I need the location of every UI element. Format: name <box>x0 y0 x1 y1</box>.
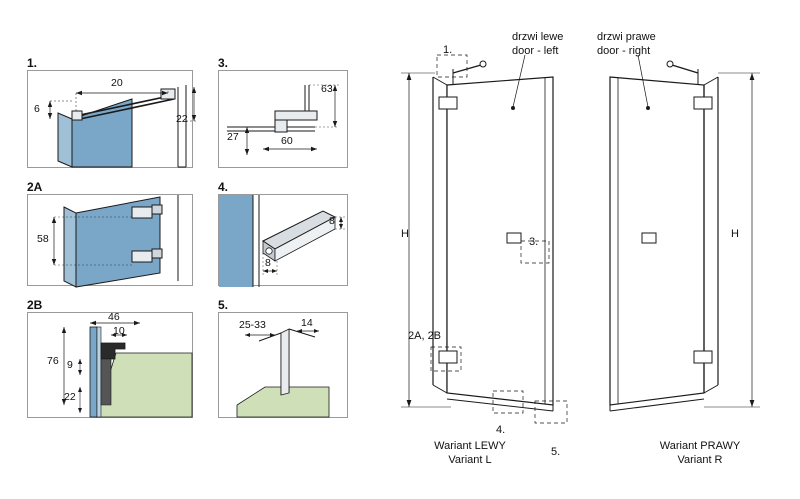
detail-2b-dim-10: 10 <box>113 325 125 337</box>
height-label-left: H <box>401 228 409 240</box>
detail-2a-drawing <box>28 195 194 287</box>
variant-right-en: Variant R <box>677 453 723 466</box>
detail-1-dim-6: 6 <box>34 103 40 115</box>
detail-2b-dim-46: 46 <box>108 311 120 323</box>
detail-4-dim-8-v: 8 <box>329 215 335 227</box>
detail-panel-5 <box>218 312 348 418</box>
detail-5-dim-25-33: 25-33 <box>239 319 266 331</box>
detail-panel-1 <box>27 70 193 168</box>
detail-2b-dim-9: 9 <box>67 359 73 371</box>
detail-4-number: 4. <box>218 180 229 194</box>
callout-2a2b-left: 2A, 2B <box>408 330 442 342</box>
detail-3-dim-27: 27 <box>227 131 239 143</box>
detail-1-dim-20: 20 <box>111 77 123 89</box>
detail-1-number: 1. <box>27 56 38 70</box>
detail-2a-dim-58: 58 <box>37 233 49 245</box>
door-right-title-en: door - right <box>597 45 651 57</box>
detail-panel-4 <box>218 194 348 286</box>
variant-left-en: Variant L <box>448 453 492 466</box>
height-label-right: H <box>731 228 739 240</box>
detail-1-dim-22: 22 <box>176 113 188 125</box>
door-right-title-pl: drzwi prawe <box>597 31 656 43</box>
callout-5-left: 5. <box>551 446 561 458</box>
detail-2b-dim-76: 76 <box>47 355 59 367</box>
callout-3-left: 3. <box>529 236 539 248</box>
detail-4-drawing <box>219 195 349 287</box>
detail-panel-2a <box>27 194 193 286</box>
assembly-right-drawing <box>600 55 780 455</box>
detail-2b-number: 2B <box>27 298 43 312</box>
door-left-title-pl: drzwi lewe <box>512 31 564 43</box>
assembly-left-drawing <box>395 55 610 455</box>
variant-right-pl: Wariant PRAWY <box>659 440 741 452</box>
door-left-title-en: door - left <box>512 45 559 57</box>
callout-1-left: 1. <box>443 44 453 56</box>
detail-4-dim-8-h: 8 <box>265 257 271 269</box>
detail-3-dim-63: 63 <box>321 83 333 95</box>
detail-3-dim-60: 60 <box>281 135 293 147</box>
detail-5-number: 5. <box>218 298 229 312</box>
detail-3-number: 3. <box>218 56 229 70</box>
callout-4-left: 4. <box>496 424 506 436</box>
detail-panel-2b <box>27 312 193 418</box>
detail-5-dim-14: 14 <box>301 317 313 329</box>
variant-left-caption <box>385 440 555 468</box>
detail-2b-dim-22: 22 <box>64 391 76 403</box>
detail-panel-3 <box>218 70 348 168</box>
variant-right-caption <box>615 440 785 468</box>
detail-2a-number: 2A <box>27 180 43 194</box>
variant-left-pl: Wariant LEWY <box>434 440 506 452</box>
